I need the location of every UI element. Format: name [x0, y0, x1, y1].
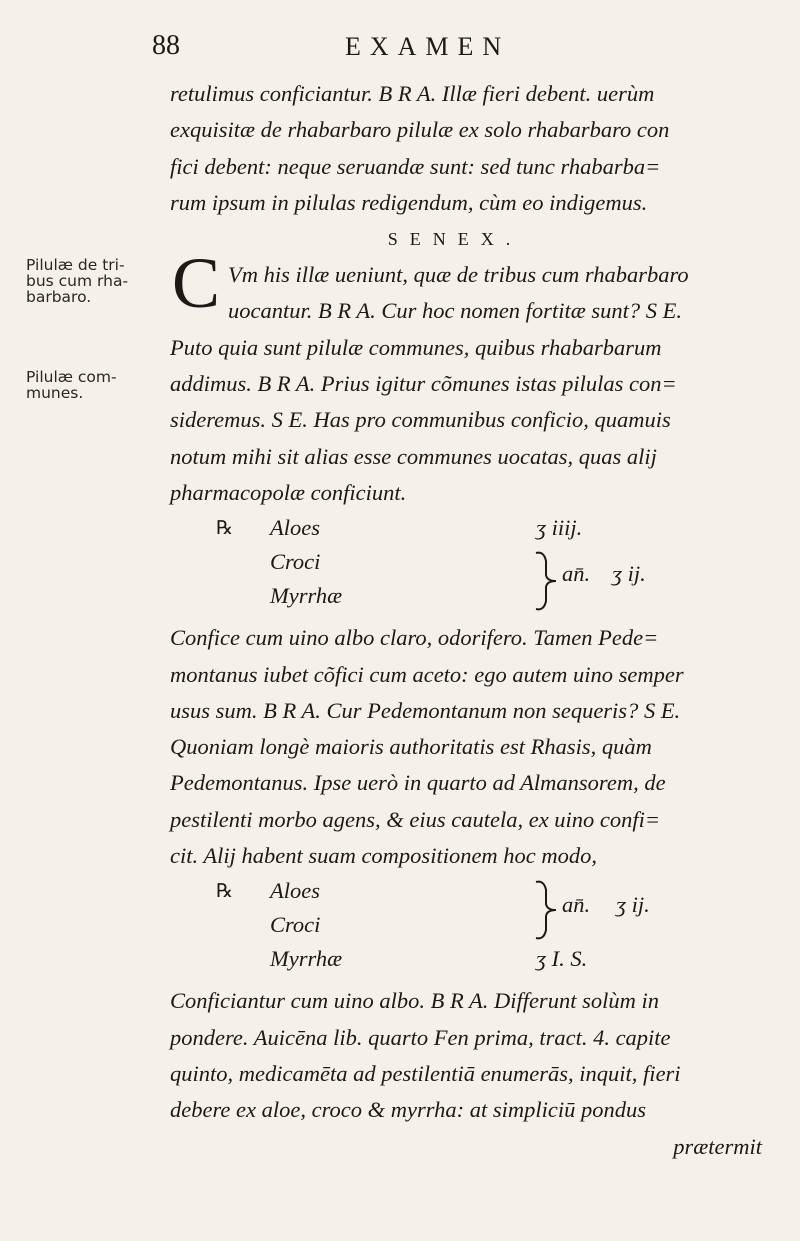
page-number: 88: [152, 30, 180, 61]
text-line: pharmacopolæ conficiunt.: [170, 479, 407, 505]
page-header: [0, 30, 800, 70]
text-line: usus sum. B R A. Cur Pedemontanum non sequeris? S E.: [170, 697, 681, 723]
ingredient: Aloes: [270, 878, 320, 904]
text-line: Confice cum uino albo claro, odorifero. Tamen Pede=: [170, 625, 659, 651]
text-line: cit. Alij habent suam compositionem hoc modo,: [170, 843, 598, 869]
catchword: prætermit: [673, 1133, 762, 1159]
running-head: EXAMEN: [345, 32, 511, 61]
margin-note-pilulae-communes: Pilulæ com- munes.: [26, 368, 117, 402]
text-line: Quoniam longè maioris authoritatis est Rhasis, quàm: [170, 734, 652, 760]
brace-icon: [534, 878, 560, 942]
initial-letter: C: [172, 243, 221, 323]
ingredient: Croci: [270, 549, 321, 575]
ana-label: an̄.: [562, 561, 591, 587]
text-line: Pedemontanus. Ipse uerò in quarto ad Almansorem, de: [170, 770, 666, 796]
recipe-symbol: ℞: [216, 518, 234, 540]
ana-label: an̄.: [562, 892, 591, 918]
text-line: sideremus. S E. Has pro communibus conficio, quamuis: [170, 407, 671, 433]
ingredient: Croci: [270, 912, 321, 938]
text-line: exquisitæ de rhabarbaro pilulæ ex solo rhabarbaro con: [170, 117, 670, 143]
text-line: quinto, medicamēta ad pestilentiā enumerās, inquit, fieri: [170, 1060, 681, 1086]
recipe-symbol: ℞: [216, 881, 234, 903]
text-line: Puto quia sunt pilulæ communes, quibus rhabarbarum: [170, 334, 662, 360]
text-line: addimus. B R A. Prius igitur cõmunes istas pilulas con=: [170, 371, 677, 397]
quantity: ʒ iiij.: [536, 515, 583, 541]
recipe-2: [170, 874, 770, 983]
brace-icon: [534, 549, 560, 613]
speaker-heading: SENEX.: [387, 229, 523, 250]
ingredient: Aloes: [270, 515, 320, 541]
text-line: Vm his illæ ueniunt, quæ de tribus cum rhabarbaro: [228, 262, 689, 288]
ingredient: Myrrhæ: [270, 946, 343, 972]
text-line: pestilenti morbo agens, & eius cautela, ex uino confi=: [170, 806, 661, 832]
text-line: retulimus conficiantur. B R A. Illæ fieri debent. uerùm: [170, 81, 655, 106]
text-line: debere ex aloe, croco & myrrha: at simpliciū pondus: [170, 1097, 646, 1123]
text-line: notum mihi sit alias esse communes uocatas, quas alij: [170, 443, 657, 469]
text-line: montanus iubet cõfici cum aceto: ego autem uino semper: [170, 661, 684, 687]
margin-note-pilulae-tribus: Pilulæ de tri- bus cum rha- barbaro.: [26, 256, 129, 306]
recipe-1: [170, 511, 770, 620]
text-block: [170, 76, 770, 1165]
text-line: Conficiantur cum uino albo. B R A. Differunt solùm in: [170, 988, 659, 1014]
quantity: ʒ I. S.: [536, 946, 588, 972]
quantity: ʒ ij.: [612, 561, 646, 587]
text-line: rum ipsum in pilulas redigendum, cùm eo indigemus.: [170, 189, 648, 215]
quantity: ʒ ij.: [616, 892, 650, 918]
text-line: pondere. Auicēna lib. quarto Fen prima, tract. 4. capite: [170, 1024, 671, 1050]
text-line: uocantur. B R A. Cur hoc nomen fortitæ sunt? S E.: [228, 298, 682, 324]
ingredient: Myrrhæ: [270, 583, 343, 609]
text-line: fici debent: neque seruandæ sunt: sed tunc rhabarba=: [170, 153, 661, 179]
